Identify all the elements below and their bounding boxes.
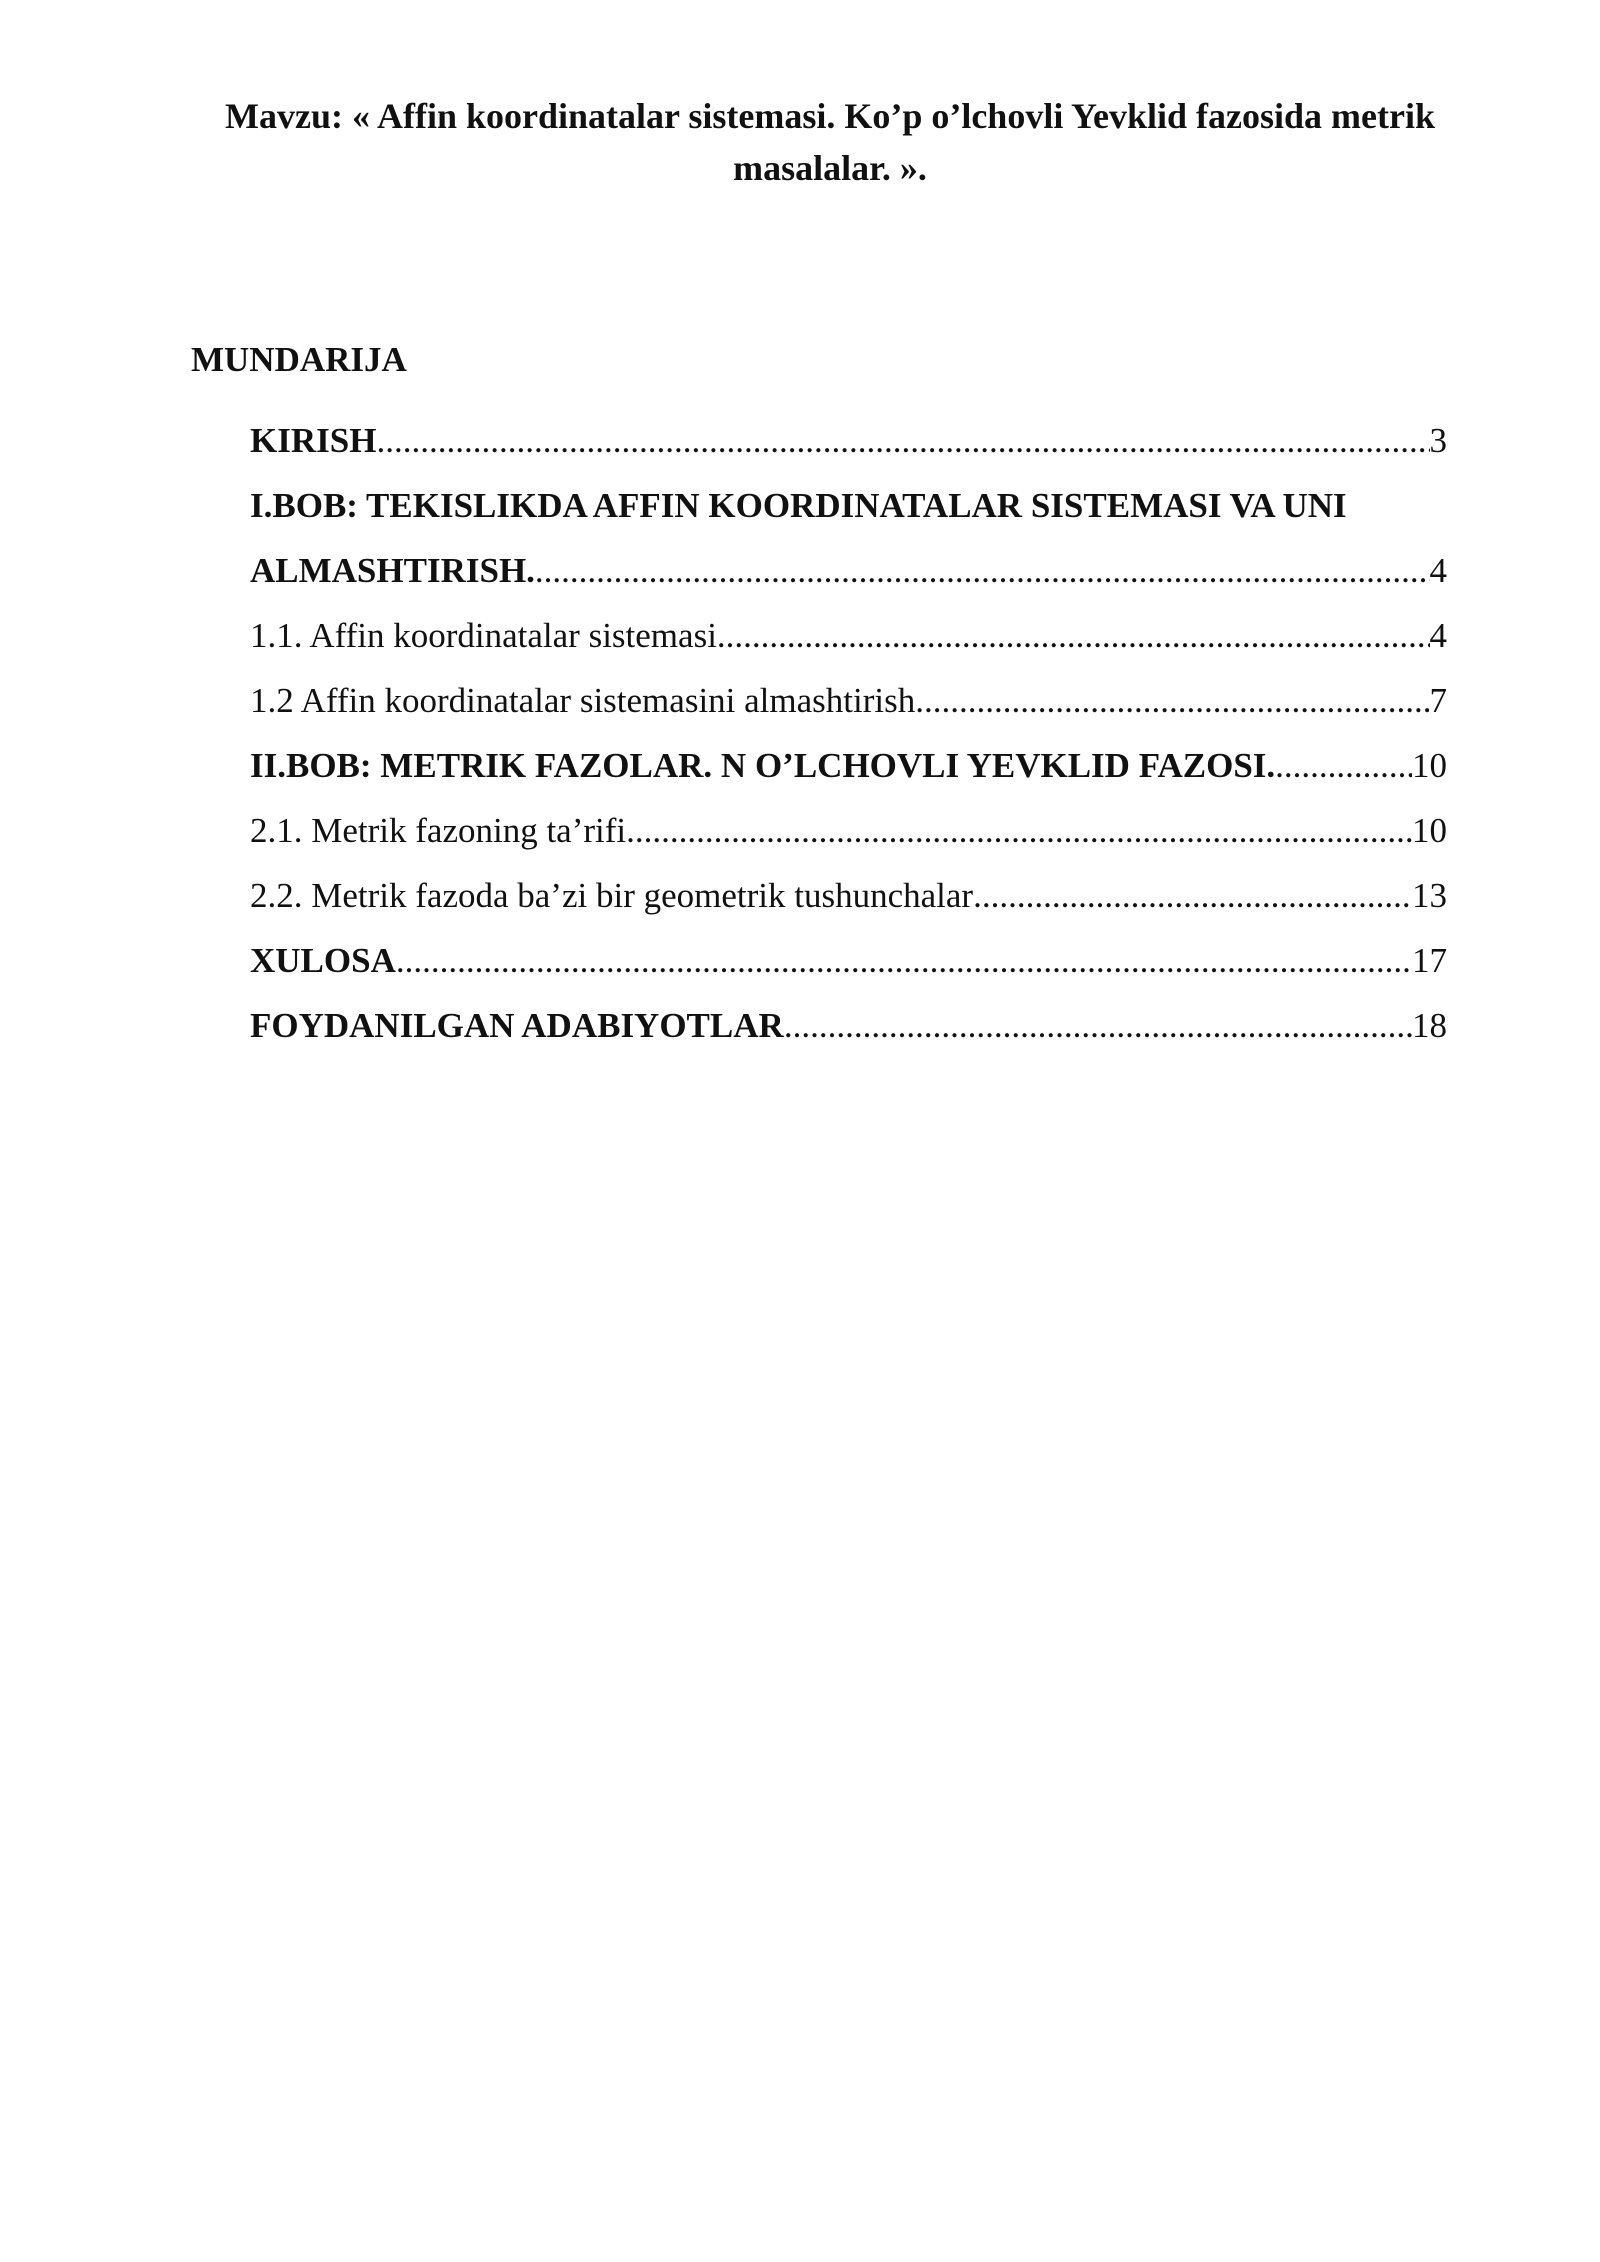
toc-entry-text: 2.1. Metrik fazoning ta’rifi.. xyxy=(250,811,644,850)
toc-entry-section-1-2 xyxy=(250,668,1447,733)
toc-entry-page: 3 xyxy=(1429,421,1447,460)
toc-entry-page: 10 xyxy=(1412,746,1447,785)
toc-entry-section-2-1 xyxy=(250,798,1447,863)
toc-entry-chapter-1-line-2 xyxy=(250,538,1447,603)
toc-entry-text: 1.2 Affin koordinatalar sistemasini almashtirish xyxy=(250,681,916,720)
toc-entry-page: 13 xyxy=(1412,876,1447,915)
toc-leader-dots xyxy=(1275,733,1412,798)
toc-entry-kirish xyxy=(250,408,1447,473)
toc-entry-text: I.BOB: TEKISLIKDA AFFIN KOORDINATALAR SISTEMASI VA UNI xyxy=(250,486,1347,525)
toc-entry-chapter-1-line-1 xyxy=(250,473,1447,538)
toc-entry-page: 4 xyxy=(1429,616,1447,655)
toc-leader-dots xyxy=(644,798,1412,863)
toc-entry-text: KIRISH xyxy=(250,421,377,460)
toc-leader-dots xyxy=(973,863,1412,928)
table-of-contents xyxy=(250,408,1447,1058)
toc-entry-page: 10 xyxy=(1412,811,1447,850)
toc-leader-dots xyxy=(535,538,1430,603)
toc-entry-text: II.BOB: METRIK FAZOLAR. N O’LCHOVLI YEVKLID FAZOSI. xyxy=(250,746,1276,785)
toc-entry-chapter-2 xyxy=(250,733,1447,798)
toc-entry-page: 4 xyxy=(1429,551,1447,590)
toc-entry-text: XULOSA xyxy=(250,941,396,980)
toc-leader-dots xyxy=(915,668,1429,733)
toc-entry-text: ALMASHTIRISH. xyxy=(250,551,535,590)
toc-entry-text: FOYDANILGAN ADABIYOTLAR xyxy=(250,1006,784,1045)
toc-leader-dots xyxy=(396,928,1412,993)
toc-entry-section-2-2 xyxy=(250,863,1447,928)
toc-entry-page: 18 xyxy=(1412,1006,1447,1045)
toc-entry-page: 17 xyxy=(1412,941,1447,980)
toc-leader-dots xyxy=(784,993,1412,1058)
toc-entry-text: 1.1. Affin koordinatalar sistemasi xyxy=(250,616,717,655)
toc-entry-adabiyotlar xyxy=(250,993,1447,1058)
toc-entry-page: 7 xyxy=(1429,681,1447,720)
toc-leader-dots xyxy=(717,603,1430,668)
toc-entry-text: 2.2. Metrik fazoda ba’zi bir geometrik tushunchalar xyxy=(250,876,974,915)
document-title: Mavzu: « Affin koordinatalar sistemasi. Ko’p o’lchovli Yevklid fazosida metrik masalalar. ». xyxy=(225,96,1435,188)
toc-entry-section-1-1 xyxy=(250,603,1447,668)
toc-heading: MUNDARIJA xyxy=(191,340,407,379)
toc-entry-xulosa xyxy=(250,928,1447,993)
toc-leader-dots xyxy=(376,408,1429,473)
